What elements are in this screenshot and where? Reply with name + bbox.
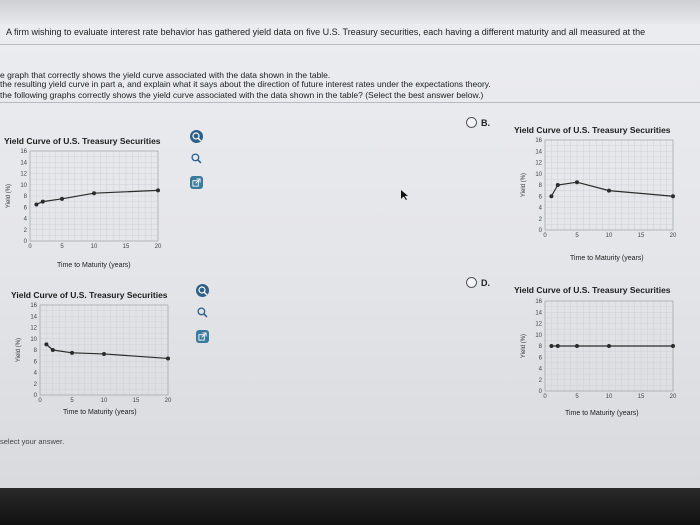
y-tick-label: 0	[538, 389, 542, 395]
question-line-3: the resulting yield curve in part a, and explain what it says about the direction of future interest rates under the expectations theory.	[0, 79, 491, 89]
chart-plot	[515, 136, 695, 258]
x-tick-label: 5	[575, 394, 579, 400]
data-point	[549, 344, 553, 348]
x-tick-label: 10	[605, 394, 613, 400]
y-tick-label: 12	[20, 171, 27, 178]
data-point	[156, 188, 160, 192]
x-tick-label: 20	[669, 233, 677, 239]
y-tick-label: 8	[538, 183, 542, 189]
y-tick-label: 6	[538, 194, 542, 201]
x-axis-label: Time to Maturity (years)	[570, 255, 644, 262]
y-axis-label: Yield (%)	[521, 333, 527, 359]
y-tick-label: 8	[33, 348, 37, 354]
y-tick-label: 16	[535, 299, 542, 305]
y-tick-label: 16	[20, 149, 27, 155]
chart-title: Yield Curve of U.S. Treasury Securities	[514, 125, 671, 135]
chart-plot	[0, 147, 180, 269]
option-d-radio[interactable]	[466, 277, 477, 288]
data-point	[70, 351, 74, 355]
question-line-1: A firm wishing to evaluate interest rate behavior has gathered yield data on five U.S. Treasury securities, each having a different maturity and all measured at the	[6, 27, 646, 37]
data-point	[41, 200, 45, 204]
data-point	[34, 202, 38, 206]
series-line	[551, 182, 673, 196]
y-tick-label: 4	[23, 216, 27, 223]
x-tick-label: 10	[90, 244, 98, 250]
x-tick-label: 5	[575, 233, 579, 239]
y-tick-label: 4	[538, 205, 542, 212]
status-text: select your answer.	[0, 437, 65, 446]
option-d[interactable]	[466, 277, 490, 288]
y-axis-label: Yield (%)	[521, 172, 527, 198]
y-tick-label: 6	[538, 355, 542, 362]
y-tick-label: 12	[535, 160, 542, 167]
zoom-in-icon[interactable]	[196, 284, 209, 297]
question-line-4: the following graphs correctly shows the yield curve associated with the data shown in the table? (Select the best answer below.)	[0, 90, 484, 100]
y-tick-label: 12	[30, 325, 37, 332]
chart-plot	[10, 301, 190, 423]
x-tick-label: 20	[669, 394, 677, 400]
y-tick-label: 10	[30, 336, 37, 343]
y-tick-label: 2	[538, 377, 542, 384]
data-point	[671, 194, 675, 198]
question-line-2: e graph that correctly shows the yield curve associated with the data shown in the table.	[0, 70, 331, 80]
y-tick-label: 10	[20, 182, 27, 189]
x-tick-label: 0	[28, 244, 32, 250]
external-link-icon[interactable]	[190, 176, 203, 189]
x-tick-label: 15	[637, 394, 645, 400]
y-tick-label: 2	[538, 216, 542, 223]
data-point	[607, 344, 611, 348]
chart-plot	[515, 297, 695, 419]
data-point	[166, 356, 170, 360]
x-tick-label: 10	[100, 398, 108, 404]
y-tick-label: 16	[30, 303, 37, 309]
x-tick-label: 0	[38, 398, 42, 404]
y-tick-label: 14	[30, 314, 37, 321]
y-tick-label: 6	[33, 359, 37, 366]
cursor-icon	[401, 190, 409, 200]
y-tick-label: 14	[535, 149, 542, 156]
x-tick-label: 15	[132, 398, 140, 404]
option-b-radio[interactable]	[466, 117, 477, 128]
data-point	[556, 183, 560, 187]
data-point	[44, 342, 48, 346]
external-link-icon[interactable]	[196, 330, 209, 343]
data-point	[60, 197, 64, 201]
y-tick-label: 2	[33, 381, 37, 388]
y-tick-label: 10	[535, 171, 542, 178]
x-tick-label: 15	[122, 244, 130, 250]
x-tick-label: 0	[543, 233, 547, 239]
y-axis-label: Yield (%)	[16, 337, 22, 363]
y-tick-label: 8	[23, 194, 27, 200]
option-b[interactable]	[466, 117, 490, 128]
x-tick-label: 10	[605, 233, 613, 239]
y-tick-label: 0	[33, 393, 37, 399]
option-d-label: D.	[481, 277, 490, 288]
y-axis-label: Yield (%)	[6, 183, 12, 209]
y-tick-label: 14	[535, 310, 542, 317]
series-line	[46, 344, 168, 358]
x-axis-label: Time to Maturity (years)	[565, 410, 639, 417]
y-tick-label: 0	[538, 228, 542, 234]
zoom-out-icon[interactable]	[190, 152, 203, 165]
y-tick-label: 10	[535, 332, 542, 339]
y-tick-label: 0	[23, 239, 27, 245]
chart-title: Yield Curve of U.S. Treasury Securities	[11, 290, 168, 300]
zoom-out-icon[interactable]	[196, 306, 209, 319]
x-tick-label: 5	[60, 244, 64, 250]
top-bar	[0, 0, 700, 24]
data-point	[575, 344, 579, 348]
divider	[0, 102, 700, 103]
option-b-label: B.	[481, 117, 490, 128]
x-tick-label: 20	[154, 244, 162, 250]
series-line	[36, 190, 158, 204]
data-point	[575, 180, 579, 184]
chart-title: Yield Curve of U.S. Treasury Securities	[4, 136, 161, 146]
y-tick-label: 14	[20, 160, 27, 167]
y-tick-label: 4	[33, 370, 37, 377]
x-tick-label: 15	[637, 233, 645, 239]
x-axis-label: Time to Maturity (years)	[57, 262, 131, 269]
data-point	[51, 348, 55, 352]
data-point	[549, 194, 553, 198]
data-point	[102, 352, 106, 356]
data-point	[671, 344, 675, 348]
zoom-in-icon[interactable]	[190, 130, 203, 143]
data-point	[556, 344, 560, 348]
x-axis-label: Time to Maturity (years)	[63, 409, 137, 416]
data-point	[607, 189, 611, 193]
y-tick-label: 16	[535, 138, 542, 144]
chart-title: Yield Curve of U.S. Treasury Securities	[514, 285, 671, 295]
data-point	[92, 191, 96, 195]
y-tick-label: 2	[23, 227, 27, 234]
y-tick-label: 4	[538, 366, 542, 373]
y-tick-label: 12	[535, 321, 542, 328]
x-tick-label: 20	[164, 398, 172, 404]
x-tick-label: 5	[70, 398, 74, 404]
y-tick-label: 6	[23, 205, 27, 212]
monitor-bezel	[0, 488, 700, 525]
x-tick-label: 0	[543, 394, 547, 400]
divider	[0, 44, 700, 45]
y-tick-label: 8	[538, 344, 542, 350]
